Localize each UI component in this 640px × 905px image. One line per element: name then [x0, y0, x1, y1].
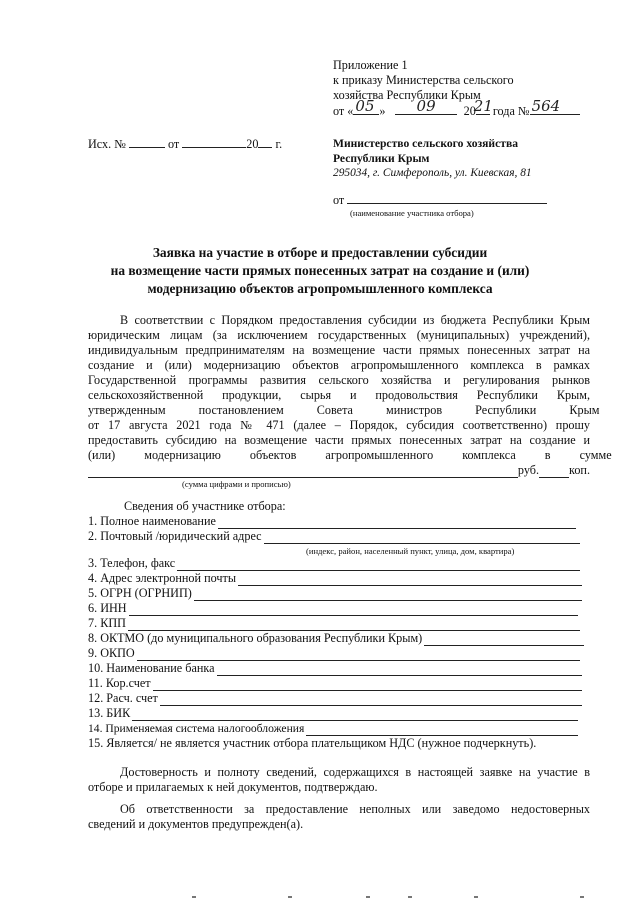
body-line-3: индивидуальным предпринимателям на возмещение части прямых понесенных затрат на	[88, 343, 590, 357]
appendix-ot: от «	[333, 104, 354, 118]
amount-line	[88, 463, 590, 478]
info-item-5-label: 5. ОГРН (ОГРНИП)	[88, 586, 192, 600]
amount-field[interactable]	[88, 466, 518, 478]
info-item-15: 15. Является/ не является участник отбора плательщиком НДС (нужное подчеркнуть).	[88, 736, 537, 750]
info-item-4-label: 4. Адрес электронной почты	[88, 571, 237, 585]
rub-label: руб.	[517, 463, 540, 477]
info-item-9	[88, 646, 580, 661]
settlement-account-field[interactable]	[160, 694, 582, 706]
scan-mark	[192, 896, 196, 898]
title-line-1: Заявка на участие в отборе и предоставлении субсидии	[152, 245, 488, 260]
appendix-line-1: Приложение 1	[333, 58, 408, 72]
info-item-8-label: 8. ОКТМО (до муниципального образования Республики Крым)	[88, 631, 423, 645]
appendix-year-handwritten: 21	[473, 97, 493, 115]
scan-mark	[366, 896, 370, 898]
address-caption: (индекс, район, населенный пункт, улица, дом, квартира)	[306, 546, 515, 556]
amount-caption: (сумма цифрами и прописью)	[182, 479, 291, 489]
body-line-10: (или) модернизацию объектов агропромышленного комплекса в сумме	[88, 448, 612, 462]
info-item-12	[88, 691, 582, 706]
info-item-12-label: 12. Расч. счет	[88, 691, 158, 705]
info-item-14-label: 14. Применяемая система налогообложения	[88, 722, 305, 735]
addressee-from: от	[333, 193, 345, 207]
confirm-p2-line-2: сведений и документов предупрежден(а).	[88, 817, 304, 831]
info-item-2	[88, 529, 580, 544]
participant-name-field[interactable]	[347, 192, 547, 204]
outgoing-year-field[interactable]	[258, 136, 272, 148]
appendix-year-word: года №	[492, 104, 530, 118]
outgoing-date-field[interactable]	[182, 136, 246, 148]
info-item-6-label: 6. ИНН	[88, 601, 127, 615]
info-item-10-label: 10. Наименование банка	[88, 661, 215, 675]
info-item-1	[88, 514, 576, 529]
appendix-line-3: хозяйства Республики Крым	[333, 88, 481, 102]
outgoing-g: г.	[275, 137, 283, 151]
outgoing-ot: от	[167, 137, 180, 151]
outgoing-label: Исх. №	[88, 137, 126, 151]
ogrn-field[interactable]	[194, 589, 582, 601]
tax-system-field[interactable]	[306, 724, 578, 736]
kop-label: коп.	[569, 463, 590, 477]
info-item-14	[88, 721, 578, 736]
info-item-11-label: 11. Кор.счет	[88, 676, 151, 690]
info-item-3	[88, 556, 580, 571]
info-item-2-label: 2. Почтовый /юридический адрес	[88, 529, 262, 543]
body-line-8: от 17 августа 2021 года № 471 (далее – Порядок, субсидия соответственно) прошу	[88, 418, 590, 432]
info-item-5	[88, 586, 582, 601]
body-line-5: Государственной программы развития сельского хозяйства и регулирования рынков	[88, 373, 590, 387]
body-line-9: предоставить субсидию на возмещение части прямых понесенных затрат на создание и	[88, 433, 590, 447]
scan-mark	[288, 896, 292, 898]
phone-fax-field[interactable]	[177, 559, 580, 571]
info-item-13	[88, 706, 578, 721]
info-item-9-label: 9. ОКПО	[88, 646, 135, 660]
title-line-2: на возмещение части прямых понесенных затрат на создание и (или)	[110, 263, 530, 278]
appendix-line-2: к приказу Министерства сельского	[333, 73, 514, 87]
outgoing-number-field[interactable]	[129, 136, 165, 148]
full-name-field[interactable]	[218, 517, 576, 529]
info-item-8	[88, 631, 584, 646]
info-item-11	[88, 676, 582, 691]
confirm-p1-line-1: Достоверность и полноту сведений, содержащихся в настоящей заявке на участие в	[120, 765, 590, 779]
outgoing-year: 20	[246, 137, 259, 151]
kop-field[interactable]	[539, 466, 569, 478]
bank-name-field[interactable]	[217, 664, 582, 676]
appendix-close-quote: »	[379, 104, 386, 118]
body-line-7: утвержденным постановлением Совета министров Республики Крым	[88, 403, 600, 417]
info-item-10	[88, 661, 582, 676]
okpo-field[interactable]	[137, 649, 580, 661]
info-item-6	[88, 601, 578, 616]
confirm-p1-line-2: отборе и прилагаемых к ней документов, подтверждаю.	[88, 780, 378, 794]
body-line-1: В соответствии с Порядком предоставления субсидии из бюджета Республики Крым	[120, 313, 590, 327]
addressee-line-1: Министерство сельского хозяйства	[333, 137, 519, 150]
appendix-day-handwritten: 05	[355, 97, 375, 115]
scan-mark	[474, 896, 478, 898]
info-item-7-label: 7. КПП	[88, 616, 126, 630]
addressee-line-2: Республики Крым	[333, 152, 430, 165]
addressee-from-caption: (наименование участника отбора)	[350, 208, 474, 218]
postal-address-field[interactable]	[264, 532, 580, 544]
confirm-p2-line-1: Об ответственности за предоставление неполных или заведомо недостоверных	[120, 802, 590, 816]
info-item-13-label: 13. БИК	[88, 706, 131, 720]
appendix-number-handwritten: 564	[531, 97, 561, 115]
appendix-year-prefix: 20	[463, 104, 476, 118]
outgoing-line	[88, 136, 282, 152]
appendix-month-handwritten: 09	[416, 97, 436, 115]
body-line-6: сельскохозяйственной продукции, сырья и продовольствия Республики Крым,	[88, 388, 590, 402]
title-line-3: модернизацию объектов агропромышленного комплекса	[147, 281, 493, 296]
appendix-date-line	[333, 97, 580, 119]
corr-account-field[interactable]	[153, 679, 582, 691]
addressee-address: 295034, г. Симферополь, ул. Киевская, 81	[333, 167, 532, 179]
scan-mark	[580, 896, 584, 898]
body-line-4: создание и (или) модернизацию объектов агропромышленного комплекса в рамках	[88, 358, 590, 372]
oktmo-field[interactable]	[424, 634, 584, 646]
info-item-3-label: 3. Телефон, факс	[88, 556, 176, 570]
email-field[interactable]	[238, 574, 582, 586]
info-item-4	[88, 571, 582, 586]
kpp-field[interactable]	[128, 619, 580, 631]
info-item-1-label: 1. Полное наименование	[88, 514, 216, 528]
info-item-7	[88, 616, 580, 631]
bik-field[interactable]	[132, 709, 578, 721]
scan-mark	[408, 896, 412, 898]
info-heading: Сведения об участнике отбора:	[124, 499, 286, 513]
inn-field[interactable]	[129, 604, 578, 616]
body-line-2: юридическим лицам (за исключением государственных (муниципальных) учреждений),	[88, 328, 590, 342]
